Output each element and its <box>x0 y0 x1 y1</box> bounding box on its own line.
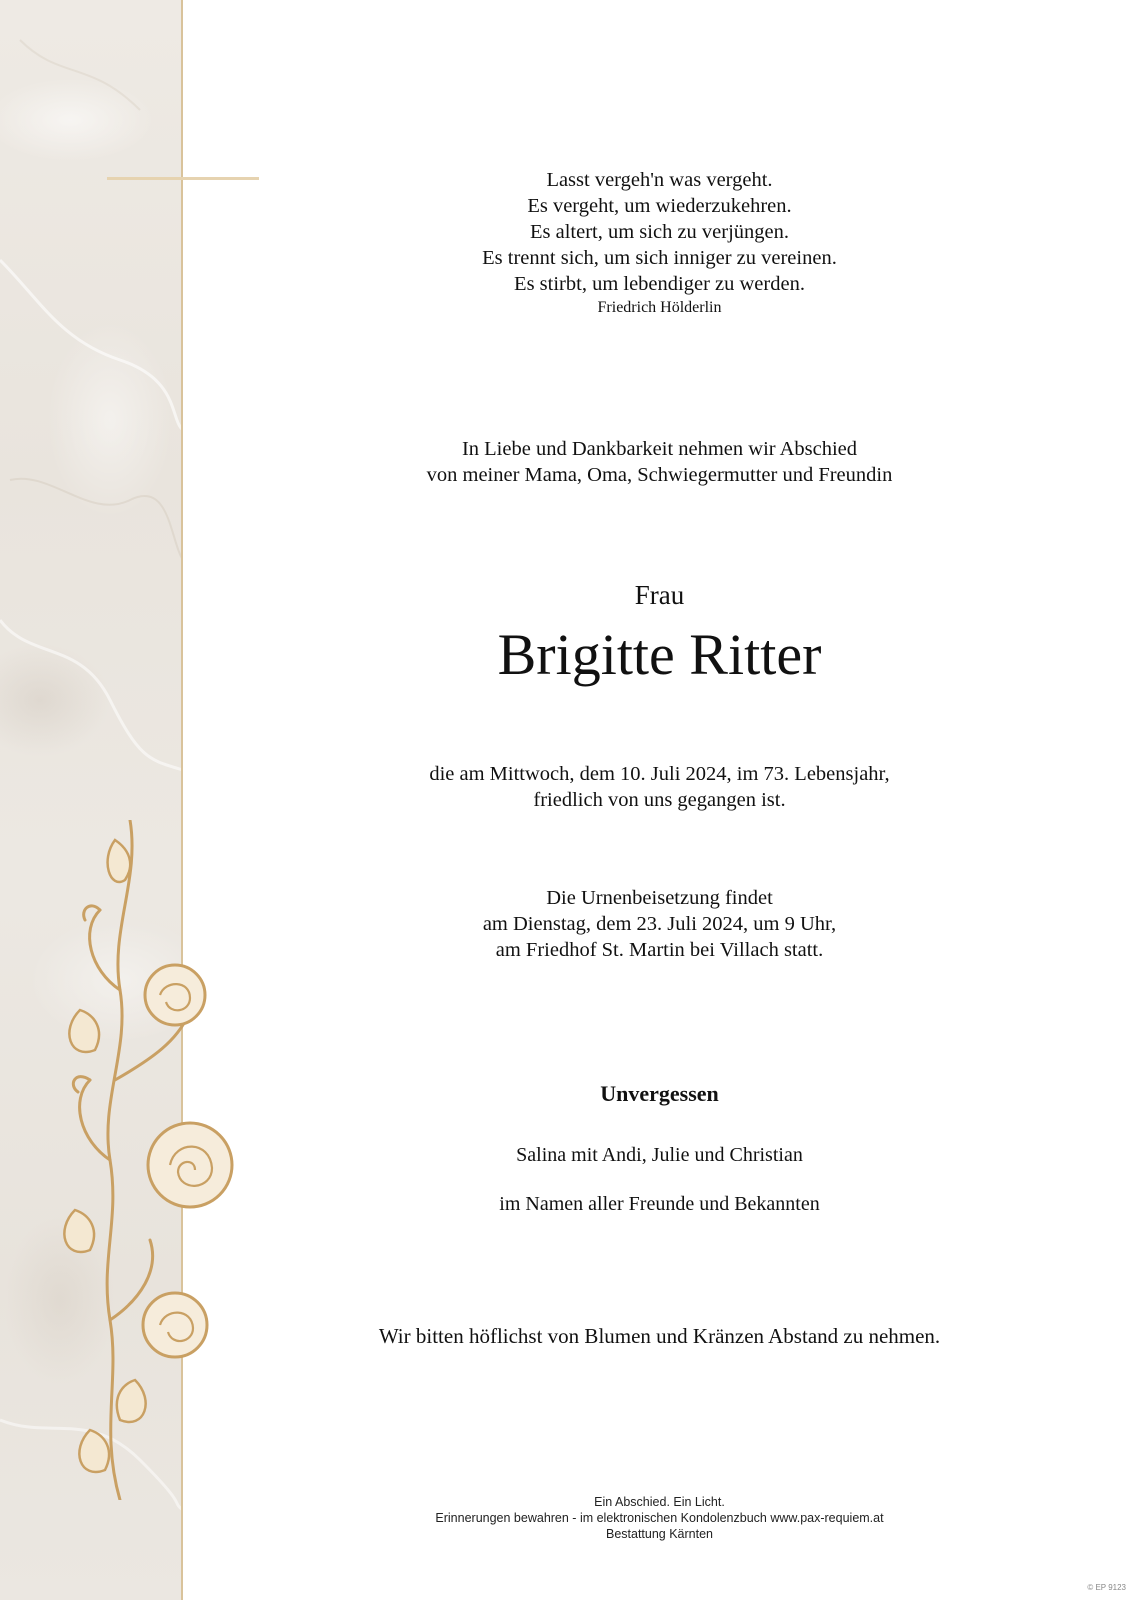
death-notice <box>183 761 1136 813</box>
footer <box>183 1494 1136 1542</box>
poem-line: Es trennt sich, um sich inniger zu vereinen. <box>482 247 837 269</box>
footer-line: Erinnerungen bewahren - im elektronischen Kondolenzbuch www.pax-requiem.at <box>435 1511 884 1525</box>
burial-info <box>183 885 1136 963</box>
intro-line: In Liebe und Dankbarkeit nehmen wir Abschied <box>461 438 858 460</box>
salutation: Frau <box>634 580 685 610</box>
intro-text <box>183 436 1136 488</box>
copyright-mark: © EP 9123 <box>1087 1583 1126 1592</box>
poem <box>183 167 1136 319</box>
intro-line: von meiner Mama, Oma, Schwiegermutter und Freundin <box>426 464 893 486</box>
death-notice-line: die am Mittwoch, dem 10. Juli 2024, im 73. Lebensjahr, <box>429 763 890 785</box>
burial-line: Die Urnenbeisetzung findet <box>546 887 773 909</box>
deceased-name: Brigitte Ritter <box>497 622 822 687</box>
poem-line: Es altert, um sich zu verjüngen. <box>529 221 790 243</box>
mourners-friends: im Namen aller Freunde und Bekannten <box>499 1193 820 1215</box>
burial-line: am Friedhof St. Martin bei Villach statt. <box>495 939 824 961</box>
burial-line: am Dienstag, dem 23. Juli 2024, um 9 Uhr, <box>482 913 837 935</box>
death-notice-line: friedlich von uns gegangen ist. <box>533 789 786 811</box>
poem-author: Friedrich Hölderlin <box>597 299 722 316</box>
mourners-family: Salina mit Andi, Julie und Christian <box>516 1144 803 1166</box>
poem-line: Lasst vergeh'n was vergeht. <box>546 169 773 191</box>
footer-line: Bestattung Kärnten <box>605 1527 714 1541</box>
mourners-heading: Unvergessen <box>600 1081 719 1106</box>
flower-request: Wir bitten höflichst von Blumen und Kränzen Abstand zu nehmen. <box>378 1324 941 1348</box>
footer-line: Ein Abschied. Ein Licht. <box>594 1495 725 1509</box>
poem-line: Es stirbt, um lebendiger zu werden. <box>514 273 805 295</box>
poem-line: Es vergeht, um wiederzukehren. <box>527 195 792 217</box>
